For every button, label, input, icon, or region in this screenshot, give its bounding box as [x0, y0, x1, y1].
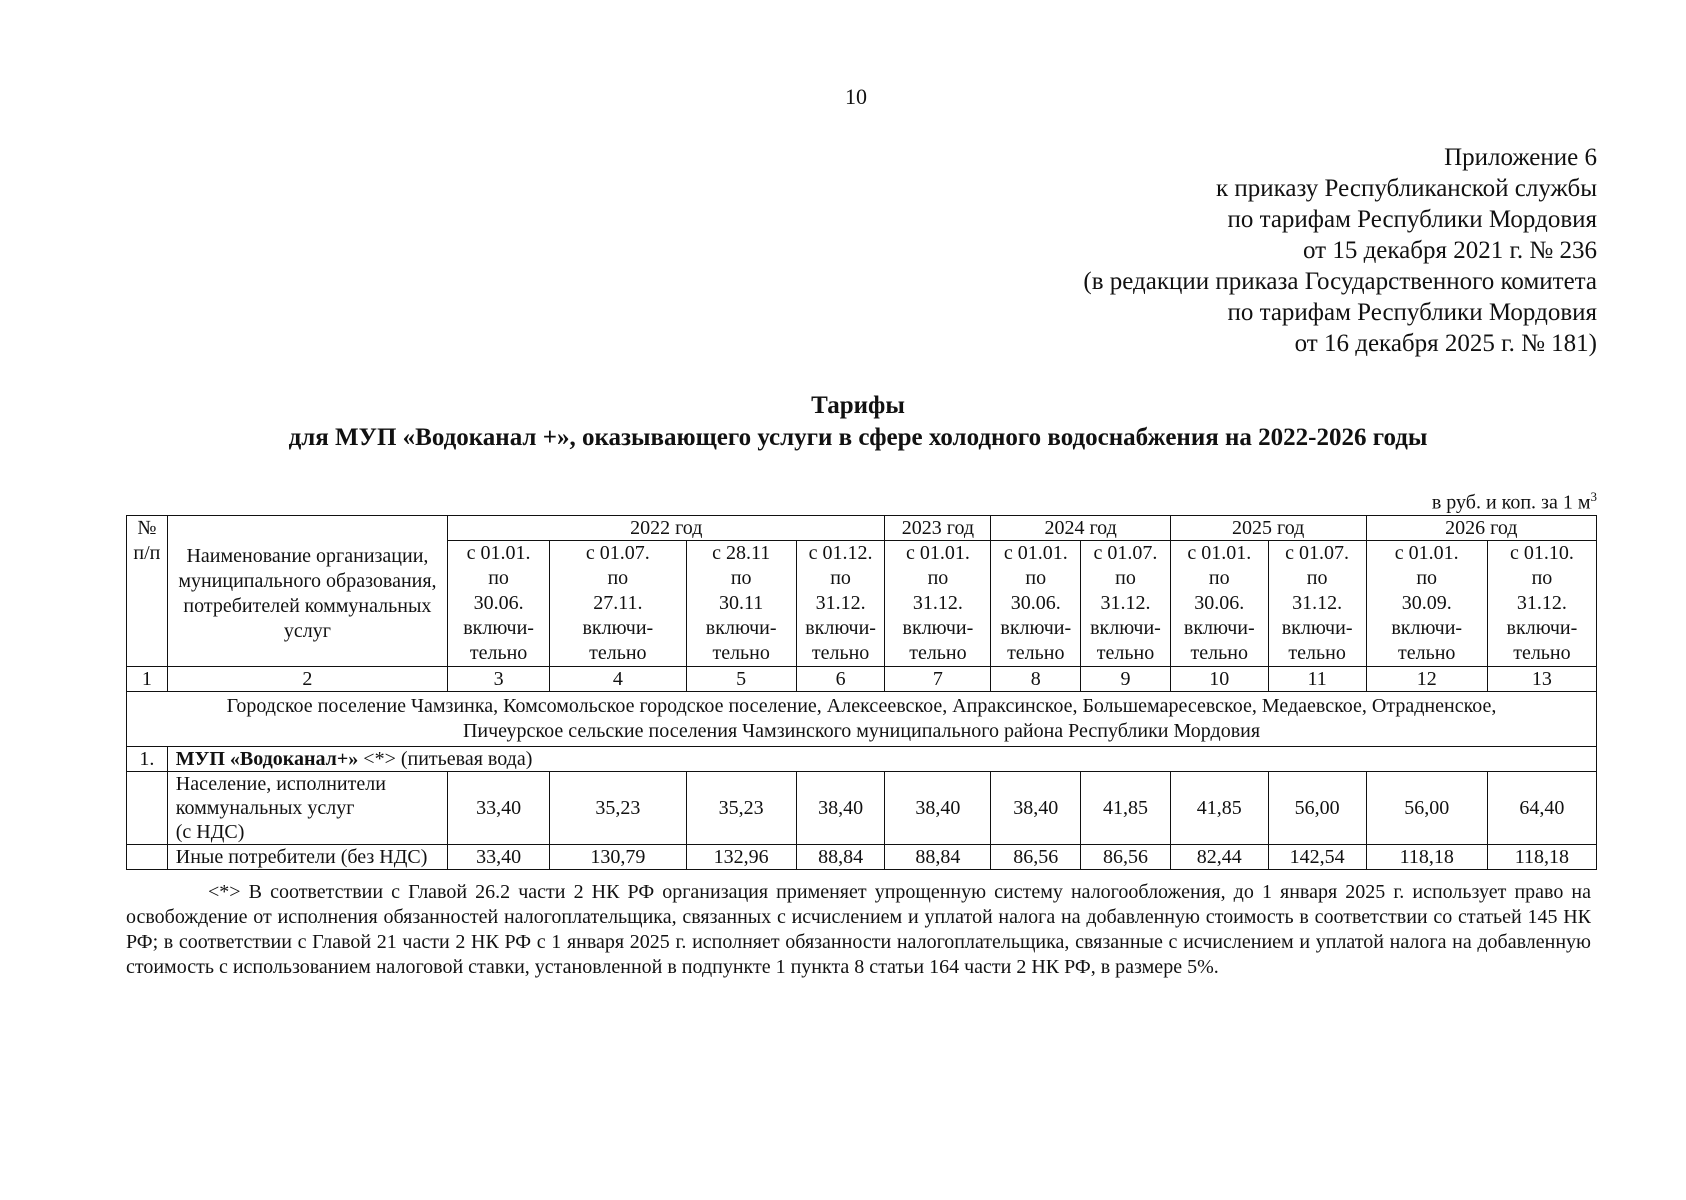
period-line: тельно	[1190, 642, 1248, 664]
tariff-value: 88,84	[885, 845, 991, 870]
period-line: 31.12.	[1292, 592, 1343, 614]
organization-suffix: <*> (питьевая вода)	[358, 748, 533, 770]
header-period-cell	[1170, 541, 1268, 667]
column-number: 2	[167, 667, 447, 692]
header-name-line: услуг	[283, 620, 331, 642]
period-line: включи-	[1281, 617, 1353, 639]
period-line: 30.06.	[473, 592, 524, 614]
period-line: включи-	[1391, 617, 1463, 639]
tariff-value: 41,85	[1170, 772, 1268, 845]
organization-num: 1.	[127, 747, 168, 772]
period-line: тельно	[1007, 642, 1065, 664]
header-name-line: потребителей коммунальных	[183, 595, 432, 617]
header-period-cell	[1487, 541, 1596, 667]
tariff-value: 38,40	[991, 772, 1081, 845]
tariff-value: 35,23	[686, 772, 796, 845]
tariff-value: 56,00	[1268, 772, 1366, 845]
tariff-value: 33,40	[448, 772, 550, 845]
period-line: с 01.07.	[585, 542, 650, 564]
period-line: с 01.01.	[1394, 542, 1459, 564]
organization-cell	[167, 747, 1596, 772]
footnote-text: <*> В соответствии с Главой 26.2 части 2 НК РФ организация применяет упрощенную систему налогообложения, до 1 января 2025 г. использует право на освобождение от исполнения обязанностей налогоплательщика, связанных с исчислением и уплатой налога на добавленную стоимость в соответствии со статьей 145 НК РФ; в соответствии с Главой 21 части 2 НК РФ с 1 января 2025 г. исполняет обязанности налогоплательщика, связанные с исчислением и уплатой налога на добавленную стоимость с использованием налоговой ставки, установленной в подпункте 1 пункта 8 статьи 164 части 2 НК РФ, в размере 5%.	[126, 881, 1591, 978]
consumer-label-cell	[167, 772, 447, 845]
column-number-row	[127, 667, 1597, 692]
header-year-2025: 2025 год	[1170, 516, 1366, 541]
header-num-line: п/п	[133, 542, 161, 564]
tariffs-table	[126, 515, 1597, 870]
organization-row	[127, 747, 1597, 772]
region-line: Городское поселение Чамзинка, Комсомольское городское поселение, Алексеевское, Апраксинское, Большемаресевское, Медаевское, Отрадненское,	[226, 695, 1497, 717]
consumer-label-cell	[167, 845, 447, 870]
appendix-line: по тарифам Республики Мордовия	[1227, 299, 1597, 326]
tariff-value: 118,18	[1487, 845, 1596, 870]
period-line: тельно	[712, 642, 770, 664]
period-line: по	[1531, 567, 1553, 589]
period-line: с 01.10.	[1509, 542, 1574, 564]
tariff-value: 142,54	[1268, 845, 1366, 870]
tariff-value: 130,79	[550, 845, 687, 870]
period-line: тельно	[811, 642, 870, 664]
tariff-value: 86,56	[1081, 845, 1171, 870]
tariff-value: 82,44	[1170, 845, 1268, 870]
row-num-cell	[127, 845, 168, 870]
period-line: включи-	[582, 617, 654, 639]
period-line: с 01.12.	[808, 542, 873, 564]
column-number: 6	[796, 667, 885, 692]
period-line: с 01.01.	[905, 542, 970, 564]
period-line: тельно	[1397, 642, 1456, 664]
header-num-cell	[127, 516, 168, 667]
units-superscript: 3	[1590, 489, 1597, 504]
period-line: включи-	[1090, 617, 1161, 639]
period-line: с 01.01.	[466, 542, 531, 564]
period-line: 30.11	[719, 592, 764, 614]
document-title	[0, 390, 1686, 454]
period-line: 30.09.	[1401, 592, 1452, 614]
period-line: по	[1208, 567, 1230, 589]
row-num-cell	[127, 772, 168, 845]
header-year-2026: 2026 год	[1366, 516, 1596, 541]
period-line: 31.12.	[815, 592, 866, 614]
tariff-value: 86,56	[991, 845, 1081, 870]
period-line: включи-	[902, 617, 974, 639]
period-line: по	[607, 567, 629, 589]
title-line-1: Тарифы	[811, 392, 905, 419]
header-period-cell	[550, 541, 687, 667]
region-row	[127, 692, 1597, 747]
consumer-label-line: (с НДС)	[175, 821, 245, 843]
period-line: включи-	[1506, 617, 1578, 639]
header-period-cell	[448, 541, 550, 667]
period-line: с 01.01.	[1187, 542, 1252, 564]
organization-name: МУП «Водоканал+»	[175, 748, 359, 770]
header-name-cell	[167, 516, 447, 667]
period-line: тельно	[469, 642, 528, 664]
period-line: по	[488, 567, 509, 589]
period-line: включи-	[805, 617, 876, 639]
consumer-label-line: Иные потребители (без НДС)	[175, 846, 428, 868]
column-number: 1	[127, 667, 168, 692]
header-name-line: Наименование организации,	[186, 545, 429, 567]
page-number: 10	[845, 84, 867, 109]
appendix-line: к приказу Республиканской службы	[1215, 175, 1597, 202]
consumer-label-line: коммунальных услуг	[175, 797, 355, 819]
column-number: 7	[885, 667, 991, 692]
column-number: 3	[448, 667, 550, 692]
period-line: тельно	[1288, 642, 1346, 664]
column-number: 11	[1268, 667, 1366, 692]
tariff-value: 64,40	[1487, 772, 1596, 845]
header-period-cell	[1081, 541, 1171, 667]
tariff-value: 132,96	[686, 845, 796, 870]
period-line: по	[927, 567, 949, 589]
header-name-line: муниципального образования,	[178, 570, 437, 592]
units-note	[1432, 489, 1597, 515]
tariff-value: 88,84	[796, 845, 885, 870]
period-line: включи-	[1183, 617, 1255, 639]
period-line: с 01.01.	[1003, 542, 1068, 564]
header-num-line: №	[137, 517, 157, 539]
tariff-value: 56,00	[1366, 772, 1487, 845]
appendix-line: Приложение 6	[1444, 144, 1597, 171]
appendix-line: по тарифам Республики Мордовия	[1227, 206, 1597, 233]
column-number: 10	[1170, 667, 1268, 692]
period-line: по	[1115, 567, 1136, 589]
period-line: тельно	[589, 642, 647, 664]
period-line: по	[1416, 567, 1438, 589]
period-line: 30.06.	[1010, 592, 1061, 614]
header-period-cell	[1268, 541, 1366, 667]
header-period-cell	[686, 541, 796, 667]
period-line: 30.06.	[1194, 592, 1245, 614]
consumer-label-line: Население, исполнители	[175, 773, 386, 795]
appendix-line: (в редакции приказа Государственного комитета	[1083, 268, 1597, 295]
column-number: 4	[550, 667, 687, 692]
column-number: 5	[686, 667, 796, 692]
period-line: с 01.07.	[1093, 542, 1158, 564]
header-period-cell	[796, 541, 885, 667]
header-year-2024: 2024 год	[991, 516, 1170, 541]
period-line: 31.12.	[912, 592, 963, 614]
period-line: включи-	[705, 617, 777, 639]
header-row-years	[127, 516, 1597, 541]
tariff-value: 118,18	[1366, 845, 1487, 870]
appendix-line: от 15 декабря 2021 г. № 236	[1302, 237, 1597, 264]
period-line: по	[830, 567, 851, 589]
period-line: тельно	[909, 642, 967, 664]
period-line: включи-	[463, 617, 534, 639]
units-text: в руб. и коп. за 1 м	[1431, 491, 1591, 514]
column-number: 8	[991, 667, 1081, 692]
tariff-value: 41,85	[1081, 772, 1171, 845]
period-line: по	[730, 567, 752, 589]
table-row	[127, 845, 1597, 870]
region-cell	[127, 692, 1597, 747]
period-line: тельно	[1513, 642, 1571, 664]
region-line: Пичеурское сельские поселения Чамзинского муниципального района Республики Мордовия	[462, 720, 1261, 742]
appendix-line: от 16 декабря 2025 г. № 181)	[1294, 330, 1597, 357]
period-line: с 01.07.	[1285, 542, 1350, 564]
period-line: по	[1025, 567, 1047, 589]
tariff-value: 35,23	[550, 772, 687, 845]
period-line: с 28.11	[712, 542, 771, 564]
period-line: включи-	[1000, 617, 1072, 639]
table-row	[127, 772, 1597, 845]
header-year-2023: 2023 год	[885, 516, 991, 541]
period-line: 27.11.	[593, 592, 643, 614]
header-period-cell	[991, 541, 1081, 667]
period-line: тельно	[1096, 642, 1155, 664]
footnote	[126, 880, 1591, 980]
header-year-2022: 2022 год	[448, 516, 885, 541]
title-line-2: для МУП «Водоканал +», оказывающего услуги в сфере холодного водоснабжения на 2022-2026 годы	[288, 424, 1428, 451]
appendix-reference	[1083, 142, 1597, 359]
tariff-value: 38,40	[796, 772, 885, 845]
tariff-value: 38,40	[885, 772, 991, 845]
header-period-cell	[1366, 541, 1487, 667]
tariff-value: 33,40	[448, 845, 550, 870]
column-number: 12	[1366, 667, 1487, 692]
header-period-cell	[885, 541, 991, 667]
period-line: 31.12.	[1100, 592, 1151, 614]
column-number: 9	[1081, 667, 1171, 692]
column-number: 13	[1487, 667, 1596, 692]
period-line: по	[1306, 567, 1328, 589]
period-line: 31.12.	[1516, 592, 1567, 614]
